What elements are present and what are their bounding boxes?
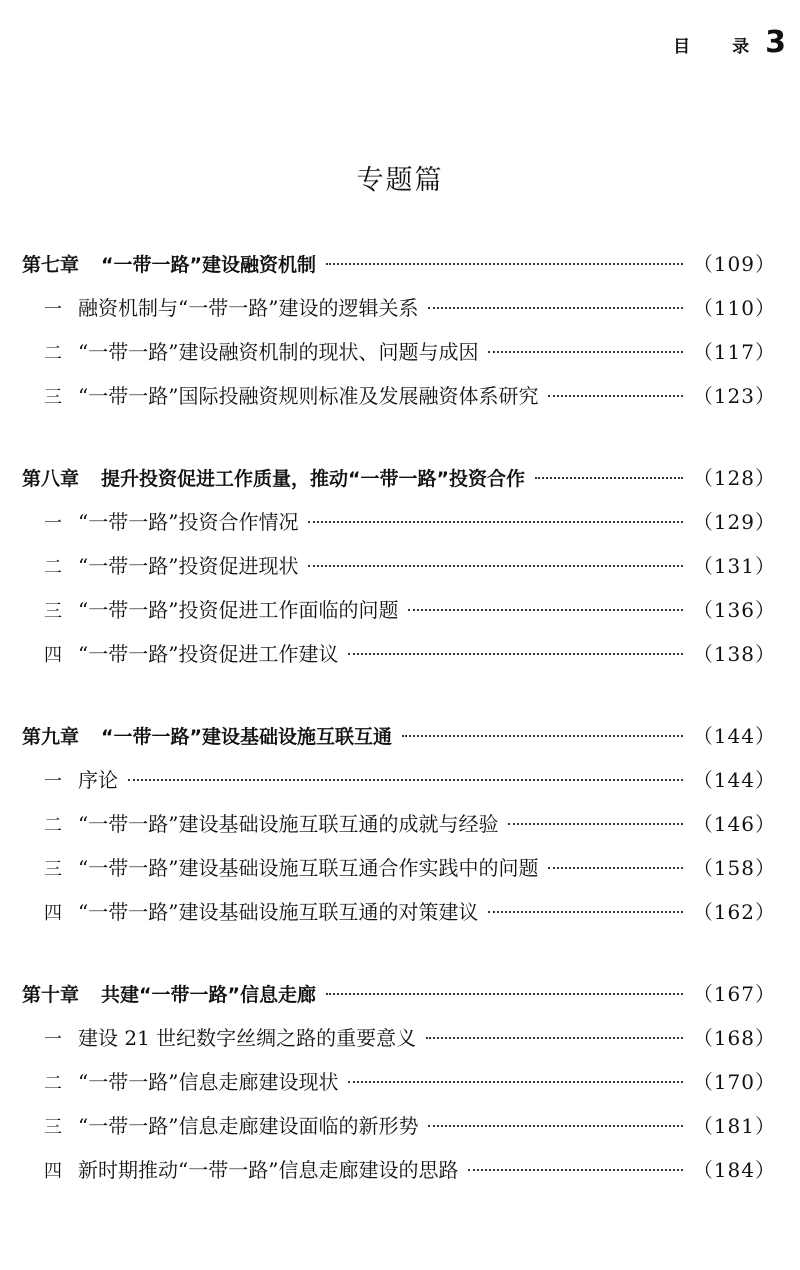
section-title-text: 序论	[78, 768, 118, 792]
section-number: 三	[44, 601, 62, 622]
table-of-contents	[22, 242, 776, 1230]
dot-leader	[308, 564, 682, 567]
section-number: 二	[44, 557, 62, 578]
chapter-7	[22, 242, 776, 418]
section-entry[interactable]	[22, 1104, 776, 1148]
section-entry[interactable]	[22, 1016, 776, 1060]
chapter-heading[interactable]	[22, 714, 776, 758]
dot-leader	[408, 608, 682, 611]
section-number: 一	[44, 1029, 62, 1050]
section-number: 二	[44, 343, 62, 364]
dot-leader	[548, 394, 682, 397]
dot-leader	[308, 520, 682, 523]
chapter-page: （128）	[692, 466, 776, 490]
dot-leader	[402, 734, 683, 737]
section-entry[interactable]	[22, 632, 776, 676]
dot-leader	[428, 1124, 682, 1127]
section-title-text: “一带一路”建设基础设施互联互通合作实践中的问题	[78, 856, 539, 880]
section-page: （168）	[692, 1026, 776, 1050]
section-page: （131）	[692, 554, 776, 578]
section-page: （123）	[692, 384, 776, 408]
dot-leader	[548, 866, 682, 869]
section-title-text: “一带一路”信息走廊建设面临的新形势	[78, 1114, 419, 1138]
chapter-title: “一带一路”建设基础设施互联互通	[101, 726, 392, 748]
chapter-page: （167）	[692, 982, 776, 1006]
chapter-page: （144）	[692, 724, 776, 748]
chapter-heading[interactable]	[22, 972, 776, 1016]
section-title-text: 融资机制与“一带一路”建设的逻辑关系	[78, 296, 419, 320]
section-title-text: “一带一路”建设基础设施互联互通的对策建议	[78, 900, 479, 924]
dot-leader	[468, 1168, 682, 1171]
section-page: （158）	[692, 856, 776, 880]
section-number: 二	[44, 815, 62, 836]
dot-leader	[326, 992, 683, 995]
chapter-title: 提升投资促进工作质量，推动“一带一路”投资合作	[101, 468, 525, 490]
dot-leader	[535, 476, 683, 479]
section-title-text: “一带一路”信息走廊建设现状	[78, 1070, 339, 1094]
section-number: 二	[44, 1073, 62, 1094]
section-page: （129）	[692, 510, 776, 534]
section-title: 专题篇	[356, 165, 444, 196]
header-label-mu: 目	[673, 37, 693, 57]
section-number: 一	[44, 513, 62, 534]
section-page: （117）	[692, 340, 776, 364]
section-entry[interactable]	[22, 330, 776, 374]
section-number: 一	[44, 771, 62, 792]
chapter-10	[22, 972, 776, 1192]
section-title-text: “一带一路”投资合作情况	[78, 510, 299, 534]
section-page: （181）	[692, 1114, 776, 1138]
chapter-8	[22, 456, 776, 676]
dot-leader	[428, 306, 682, 309]
section-entry[interactable]	[22, 544, 776, 588]
section-entry[interactable]	[22, 286, 776, 330]
section-entry[interactable]	[22, 758, 776, 802]
section-page: （136）	[692, 598, 776, 622]
section-page: （146）	[692, 812, 776, 836]
chapter-label: 第八章	[22, 468, 80, 490]
section-page: （184）	[692, 1158, 776, 1182]
section-number: 三	[44, 1117, 62, 1138]
section-page: （144）	[692, 768, 776, 792]
chapter-label: 第七章	[22, 254, 80, 276]
chapter-heading[interactable]	[22, 242, 776, 286]
dot-leader	[508, 822, 682, 825]
section-page: （138）	[692, 642, 776, 666]
chapter-page: （109）	[692, 252, 776, 276]
chapter-9	[22, 714, 776, 934]
section-number: 四	[44, 1161, 62, 1182]
section-entry[interactable]	[22, 588, 776, 632]
chapter-heading[interactable]	[22, 456, 776, 500]
chapter-label: 第九章	[22, 726, 80, 748]
section-title-text: “一带一路”投资促进工作面临的问题	[78, 598, 399, 622]
dot-leader	[426, 1036, 683, 1039]
chapter-title: “一带一路”建设融资机制	[101, 254, 316, 276]
section-title-text: “一带一路”投资促进现状	[78, 554, 299, 578]
section-number: 四	[44, 903, 62, 924]
section-title-text: “一带一路”建设融资机制的现状、问题与成因	[78, 340, 479, 364]
page-number: 3	[765, 25, 786, 60]
section-entry[interactable]	[22, 846, 776, 890]
section-entry[interactable]	[22, 374, 776, 418]
section-entry[interactable]	[22, 1148, 776, 1192]
running-header	[673, 25, 786, 60]
section-number: 四	[44, 645, 62, 666]
dot-leader	[488, 350, 682, 353]
section-page: （170）	[692, 1070, 776, 1094]
section-title-text: 新时期推动“一带一路”信息走廊建设的思路	[78, 1158, 459, 1182]
chapter-title: 共建“一带一路”信息走廊	[101, 984, 316, 1006]
dot-leader	[348, 1080, 682, 1083]
section-number: 一	[44, 299, 62, 320]
section-number: 三	[44, 387, 62, 408]
section-page: （110）	[692, 296, 776, 320]
section-number: 三	[44, 859, 62, 880]
section-entry[interactable]	[22, 500, 776, 544]
section-title-text: “一带一路”投资促进工作建议	[78, 642, 339, 666]
section-title-text: “一带一路”建设基础设施互联互通的成就与经验	[78, 812, 499, 836]
dot-leader	[488, 910, 682, 913]
section-title-text: 建设 21 世纪数字丝绸之路的重要意义	[78, 1026, 417, 1050]
section-title-text: “一带一路”国际投融资规则标准及发展融资体系研究	[78, 384, 539, 408]
dot-leader	[128, 778, 683, 781]
chapter-label: 第十章	[22, 984, 80, 1006]
section-entry[interactable]	[22, 1060, 776, 1104]
section-entry[interactable]	[22, 802, 776, 846]
dot-leader	[348, 652, 682, 655]
header-label-lu: 录	[732, 37, 752, 57]
dot-leader	[326, 262, 683, 265]
section-entry[interactable]	[22, 890, 776, 934]
section-page: （162）	[692, 900, 776, 924]
